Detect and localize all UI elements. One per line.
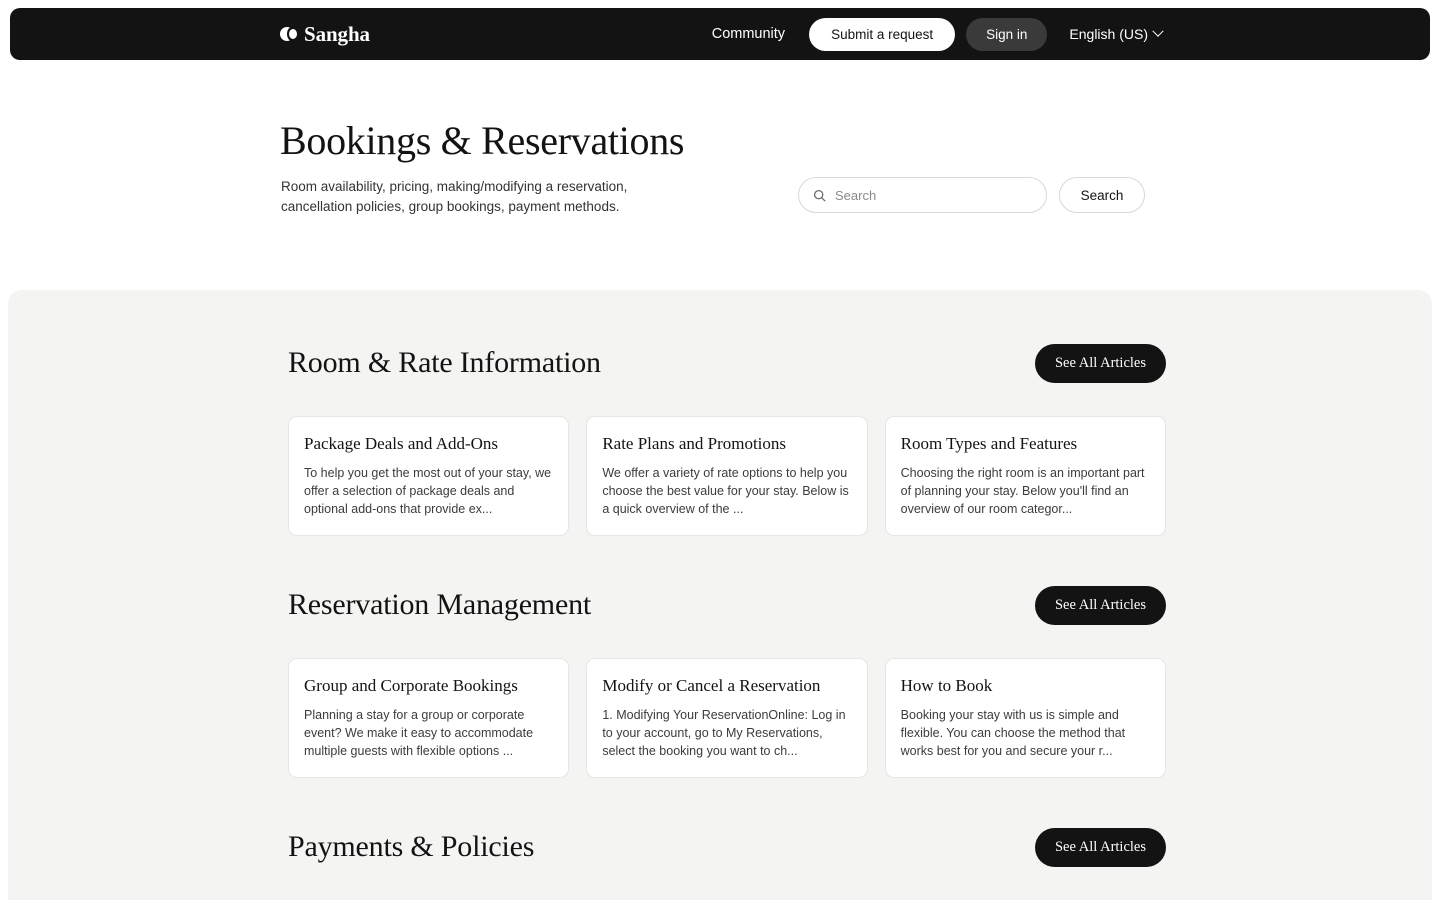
section-title: Reservation Management [288, 588, 591, 621]
chevron-down-icon [1152, 26, 1163, 37]
article-title: Modify or Cancel a Reservation [602, 676, 821, 695]
sign-in-button[interactable]: Sign in [966, 18, 1047, 51]
article-excerpt: Choosing the right room is an important part of planning your stay. Below you'll find an overview of our room categor... [900, 466, 1145, 516]
brand[interactable] [280, 22, 370, 47]
article-title: Package Deals and Add-Ons [304, 434, 499, 453]
hero-section [0, 60, 1440, 290]
section-title: Payments & Policies [288, 830, 535, 863]
article-card[interactable] [885, 658, 1166, 778]
section-header [280, 582, 1166, 628]
article-title: Group and Corporate Bookings [304, 676, 518, 695]
language-label: English (US) [1069, 26, 1148, 42]
article-title: How to Book [900, 676, 993, 695]
search-input[interactable] [835, 188, 1032, 203]
article-title: Rate Plans and Promotions [602, 434, 787, 453]
search-button[interactable]: Search [1059, 177, 1145, 213]
search-area [798, 177, 1145, 213]
card-list [288, 658, 1166, 778]
submit-request-button[interactable]: Submit a request [809, 18, 955, 51]
article-title: Room Types and Features [900, 434, 1078, 453]
search-icon [813, 189, 826, 202]
site-header [10, 8, 1430, 60]
section-payments-policies [280, 824, 1166, 870]
content-area [8, 290, 1432, 900]
article-excerpt: Booking your stay with us is simple and flexible. You can choose the method that works best for you and secure your r... [900, 708, 1126, 758]
see-all-articles-button[interactable]: See All Articles [1035, 586, 1166, 625]
see-all-articles-button[interactable]: See All Articles [1035, 344, 1166, 383]
article-card[interactable] [288, 416, 569, 536]
section-reservation-management [280, 582, 1166, 758]
article-excerpt: Planning a stay for a group or corporate event? We make it easy to accommodate multiple guests with flexible options ... [304, 708, 534, 758]
nav-link-community[interactable]: Community [711, 26, 786, 42]
page-subtitle: Room availability, pricing, making/modifying a reservation, cancellation policies, group bookings, payment methods. [281, 179, 628, 214]
article-card[interactable] [586, 658, 867, 778]
brand-name: Sangha [304, 21, 370, 46]
header-nav [712, 18, 1162, 51]
search-box[interactable] [798, 177, 1047, 213]
article-excerpt: We offer a variety of rate options to help you choose the best value for your stay. Below is a quick overview of the ... [602, 466, 849, 516]
sangha-moon-logo-icon [280, 26, 297, 43]
section-title: Room & Rate Information [288, 346, 601, 379]
article-card[interactable] [586, 416, 867, 536]
section-header [280, 824, 1166, 870]
article-card[interactable] [885, 416, 1166, 536]
section-header [280, 340, 1166, 386]
language-selector[interactable] [1069, 26, 1162, 42]
see-all-articles-button[interactable]: See All Articles [1035, 828, 1166, 867]
section-room-rate-information [280, 340, 1166, 516]
article-card[interactable] [288, 658, 569, 778]
card-list [288, 416, 1166, 536]
article-excerpt: 1. Modifying Your ReservationOnline: Log in to your account, go to My Reservations, select the booking you want to ch... [602, 708, 846, 758]
article-excerpt: To help you get the most out of your stay, we offer a selection of package deals and optional add-ons that provide ex... [304, 466, 552, 516]
page-title: Bookings & Reservations [280, 118, 685, 163]
